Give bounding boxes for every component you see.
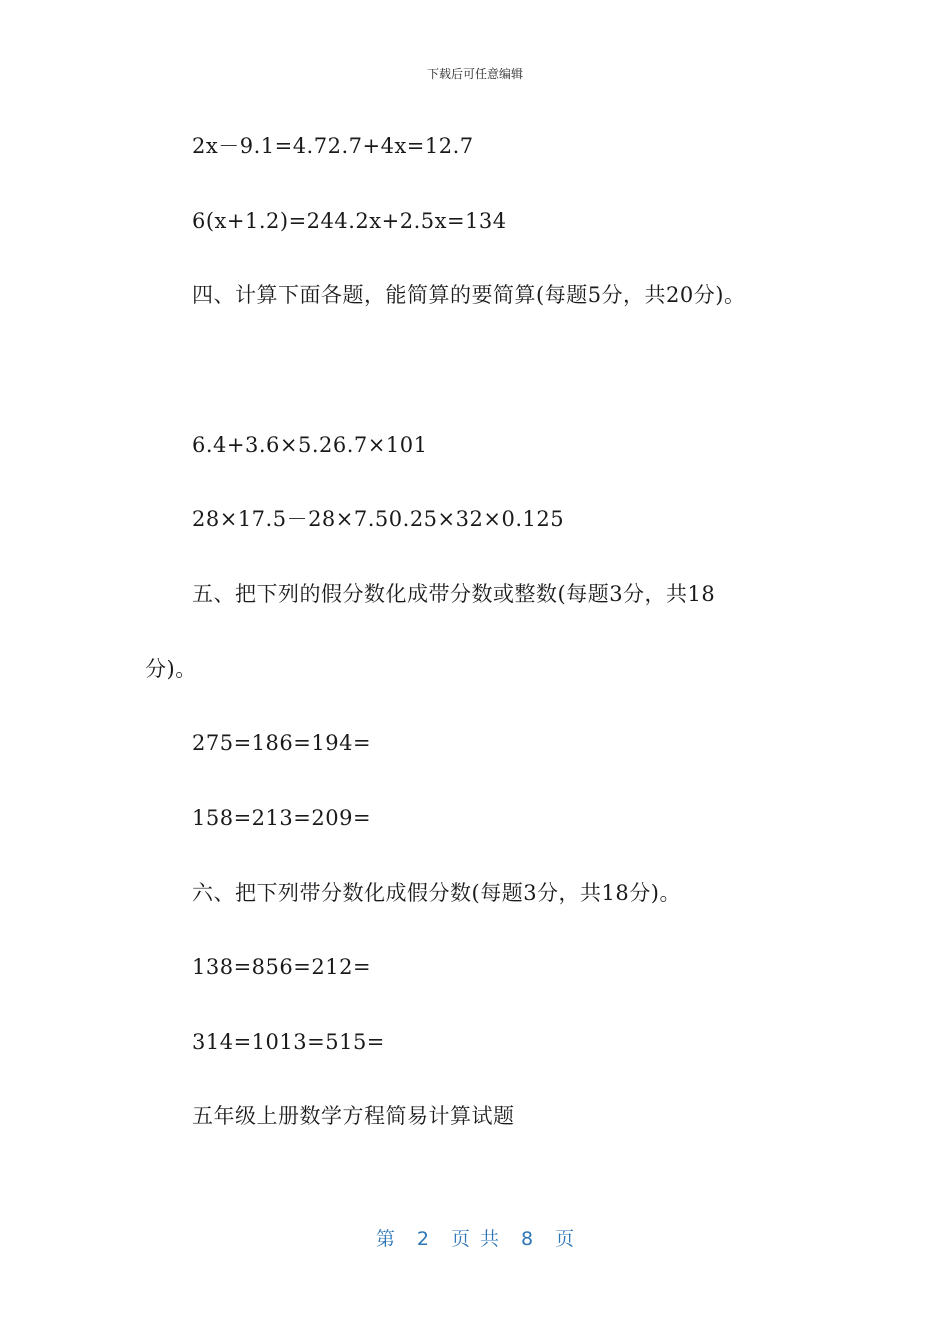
footer-total-word: 共 <box>480 1228 500 1250</box>
footer-page-number: 2 <box>416 1228 429 1250</box>
calculation-line-2: 28×17.5－28×7.50.25×32×0.125 <box>192 507 565 531</box>
footer-page-word: 第 <box>375 1228 395 1250</box>
equation-line-2: 6(x+1.2)=244.2x+2.5x=134 <box>192 209 507 233</box>
mixed-number-line-1: 138=856=212= <box>192 955 372 979</box>
mixed-number-line-2: 314=1013=515= <box>192 1030 385 1054</box>
section-six-heading: 六、把下列带分数化成假分数(每题3分，共18分)。 <box>192 881 681 905</box>
page-footer <box>0 1226 950 1252</box>
footer-total-number: 8 <box>521 1228 534 1250</box>
section-four-heading: 四、计算下面各题，能简算的要简算(每题5分，共20分)。 <box>192 283 746 307</box>
footer-total-unit: 页 <box>555 1228 575 1250</box>
equation-line-1: 2x－9.1=4.72.7+4x=12.7 <box>192 134 474 158</box>
footer-page-unit: 页 <box>450 1228 470 1250</box>
section-five-heading: 五、把下列的假分数化成带分数或整数(每题3分，共18 <box>192 582 716 606</box>
calculation-line-1: 6.4+3.6×5.26.7×101 <box>192 433 428 457</box>
page-header: 下载后可任意编辑 <box>426 67 523 81</box>
fraction-line-1: 275=186=194= <box>192 731 372 755</box>
section-five-heading-continued: 分)。 <box>145 657 197 681</box>
document-subtitle: 五年级上册数学方程简易计算试题 <box>192 1104 515 1128</box>
fraction-line-2: 158=213=209= <box>192 806 372 830</box>
